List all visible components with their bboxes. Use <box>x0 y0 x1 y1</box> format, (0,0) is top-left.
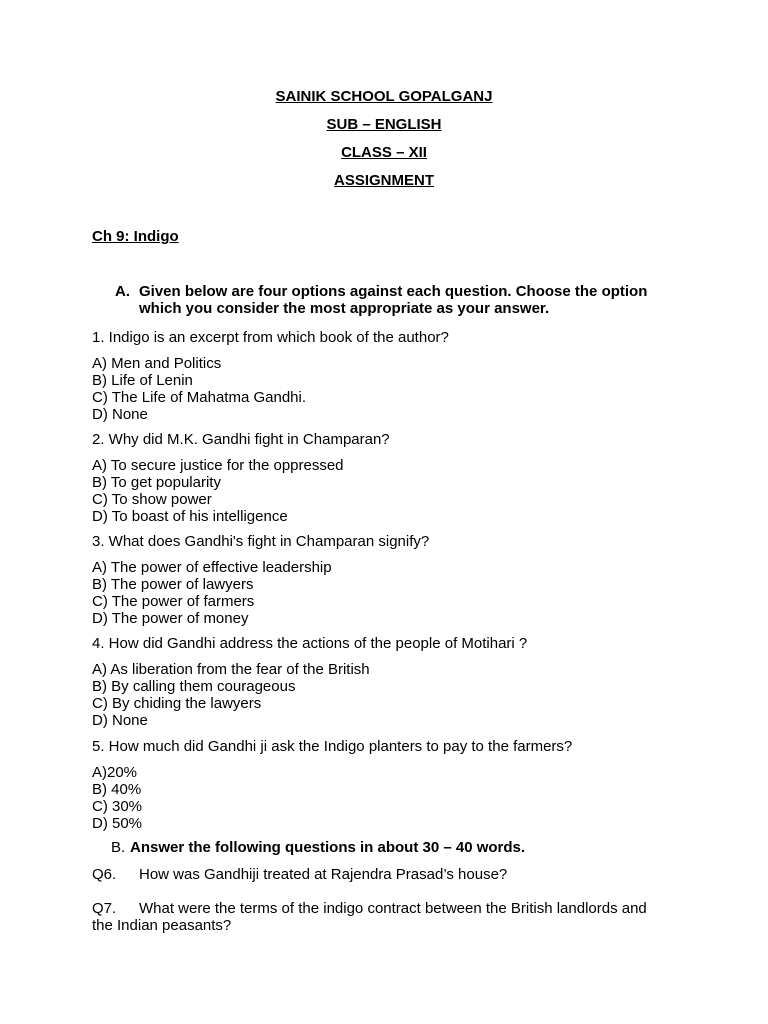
option-b: B) The power of lawyers <box>92 576 254 593</box>
option-a: A)20% <box>92 764 138 781</box>
section-b-instruction: Answer the following questions in about 30 – 40 words. <box>130 839 526 856</box>
subject-heading: SUB – ENGLISH <box>326 116 442 133</box>
question-2: 2. Why did M.K. Gandhi fight in Champaran? <box>92 431 390 448</box>
section-a-letter: A. <box>115 283 130 300</box>
option-d: D) 50% <box>92 815 143 832</box>
question-4-options <box>92 661 370 729</box>
option-a: A) To secure justice for the oppressed <box>92 457 344 474</box>
question-7-line2: the Indian peasants? <box>92 917 232 934</box>
question-5: 5. How much did Gandhi ji ask the Indigo planters to pay to the farmers? <box>92 738 573 755</box>
option-a: A) The power of effective leadership <box>92 559 332 576</box>
question-6: How was Gandhiji treated at Rajendra Prasad’s house? <box>139 866 508 883</box>
option-b: B) Life of Lenin <box>92 372 193 389</box>
question-2-options <box>92 457 344 525</box>
question-1: 1. Indigo is an excerpt from which book of the author? <box>92 329 449 346</box>
option-a: A) Men and Politics <box>92 355 222 372</box>
option-c: C) The power of farmers <box>92 593 255 610</box>
question-7-line1: What were the terms of the indigo contract between the British landlords and <box>139 900 647 917</box>
option-d: D) None <box>92 712 148 729</box>
chapter-title: Ch 9: Indigo <box>92 228 179 245</box>
question-5-options <box>92 764 142 832</box>
question-1-options <box>92 355 306 423</box>
assignment-heading: ASSIGNMENT <box>333 172 434 189</box>
option-b: B) By calling them courageous <box>92 678 296 695</box>
question-6-number: Q6. <box>92 866 117 883</box>
option-d: D) The power of money <box>92 610 249 627</box>
option-c: C) By chiding the lawyers <box>92 695 262 712</box>
option-b: B) To get popularity <box>92 474 221 491</box>
school-name: SAINIK SCHOOL GOPALGANJ <box>275 88 493 105</box>
option-d: D) To boast of his intelligence <box>92 508 288 525</box>
question-4: 4. How did Gandhi address the actions of the people of Motihari ? <box>92 635 528 652</box>
section-b-letter: B. <box>111 839 126 856</box>
option-a: A) As liberation from the fear of the British <box>92 661 370 678</box>
question-3: 3. What does Gandhi's fight in Champaran signify? <box>92 533 430 550</box>
question-7-number: Q7. <box>92 900 117 917</box>
option-c: C) To show power <box>92 491 212 508</box>
section-a-instruction-line1: Given below are four options against each question. Choose the option <box>139 283 648 300</box>
question-3-options <box>92 559 332 627</box>
section-a-instruction-line2: which you consider the most appropriate as your answer. <box>139 300 550 317</box>
option-c: C) 30% <box>92 798 143 815</box>
option-c: C) The Life of Mahatma Gandhi. <box>92 389 306 406</box>
option-d: D) None <box>92 406 148 423</box>
class-heading: CLASS – XII <box>341 144 427 161</box>
option-b: B) 40% <box>92 781 142 798</box>
